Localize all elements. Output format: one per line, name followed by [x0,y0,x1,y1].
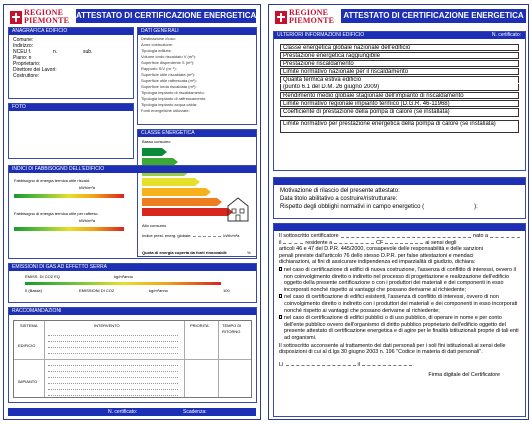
obblighi-label: Rispetto degli obblighi normativi in campo energetico ( [280,204,425,210]
place-field[interactable] [286,362,356,367]
dati-generali-item: Fonti energetiche utilizzate: [141,108,190,113]
recommendation-line[interactable] [48,377,178,378]
indice-globale-unit: kWh/m²a [223,233,240,238]
indice-globale-label: Indice prest. energ. globale: [142,233,192,238]
foto-header: FOTO [9,104,133,111]
dati-generali-header: DATI GENERALI [138,28,256,35]
recommendation-line[interactable] [48,335,178,336]
data-titolo-label: Data titolo abilitativo a costruire/ristrutturare: [280,196,398,202]
option1-checkbox[interactable] [279,267,282,271]
emiss-co2-eq-unit: kg/m²anno [114,274,133,279]
indici-fabbisogno-section [8,165,257,259]
renewable-label: Quota di energia coperta da fonti rinnovabili: [142,250,228,255]
signature-label: Firma digitale del Certificatore [428,372,500,379]
certificatore-name-field[interactable] [341,233,471,238]
option1-text: nel caso di certificazione di edifici di nuova costruzione, l'assenza di conflitto di interessi, ovvero il non coinvolgimento diretto o indiretto nel processo di progettazione e realizzazione dell'edificio oggetto della presente certificazione o con i produttori dei materiali e dei componenti in esso incorporati nonché rispetto ai vantaggi che possano derivarne al richiedente; [283,266,516,293]
birthdate-field[interactable] [283,240,303,245]
field-comune: Comune: [13,37,34,43]
regione-shield-icon-2 [275,11,287,24]
raccomandazioni-section [8,307,257,403]
emissioni-section [8,263,257,303]
info-row: (punto 6.1 del D.M. 26 giugno 2009) [280,84,519,91]
option2-text: nel caso di certificazione di edifici esistenti, l'assenza di conflitto di interessi, ovvero di non coinvolgimento diretto o indiretto con i produttori dei materiali e dei componenti in esso incorporati nonché rispetto ai vantaggi che possano derivarne al richiedente; [284,294,518,314]
cool-demand-label: Fabbisogno di energia termica utile per raffresc. [14,211,99,216]
recommendation-line[interactable] [48,347,178,348]
option3-checkbox[interactable] [279,315,282,319]
certificate-page-2 [268,4,529,420]
cool-demand-unit: kWh/m²a [79,218,95,223]
recommendation-line[interactable] [48,365,178,366]
recommendation-line[interactable] [48,371,178,372]
emissions-scale-max: 100 [223,288,230,293]
emissions-co2-unit: kg/m²anno [149,288,168,293]
field-piano: Piano: n [13,55,32,61]
dati-generali-item: Tipologia impianto acqua calda: [141,102,198,107]
info-row: Qualità termica estiva edificio [280,76,519,83]
col-priorita: PRIORITA' [190,323,210,328]
certificate-page-1 [3,4,261,420]
col-intervento: INTERVENTO [94,323,120,328]
recommendation-line[interactable] [48,383,178,384]
ulteriori-informazioni-section [273,31,526,171]
decl-certificatore: Il sottoscritto certificatore [279,233,339,239]
recommendation-line[interactable] [48,353,178,354]
recommendation-line[interactable] [48,395,178,396]
info-cert-label: N. certificato: [491,32,521,38]
recommendations-table [13,320,252,398]
regione-shield-icon [10,11,22,24]
emissions-co2-label: EMISSIONI DI CO2 [79,288,115,293]
building-icon [227,196,249,222]
date-field[interactable] [362,362,412,367]
residence-field[interactable] [334,240,374,245]
row-edificio: EDIFICIO [18,343,36,348]
footer-cert-label: N. certificato: [108,409,138,415]
motivazione-label: Motivazione di rilascio del presente attestato: [280,188,400,194]
dati-generali-section [137,27,257,125]
col-sistema: SISTEMA [20,323,38,328]
recommendation-line[interactable] [48,389,178,390]
col-tempo-ritorno: TEMPO DI RITORNO [222,323,242,334]
energy-class-band [142,148,167,156]
alto-consumo-label: Alto consumo [142,223,167,228]
dati-generali-item: Destinazione d'uso: [141,36,176,41]
info-row: Classe energetica globale nazionale dell'edificio [280,44,519,51]
recommendation-line[interactable] [48,341,178,342]
footer-scadenza-label: Scadenza: [183,409,207,415]
motivazione-section: Motivazione di rilascio del presente attestato: Data titolo abilitativo a costruire/ristrutturare: Rispetto degli obblighi normativi in campo energetico ( ): [273,177,526,219]
info-row: Prestazione energetica raggiungibile [280,52,519,59]
heat-demand-unit: kWh/m²a [79,185,95,190]
consent-text: Il sottoscritto acconsente al trattamento dei dati personali per i soli fini istituzionali ai sensi delle disposizioni di cui al d.lgs 30 giugno 2003 n. 196 "Codice in materia di dati personali". [279,342,506,356]
emiss-co2-eq-label: EMISS. DI CO2 EQ [25,274,60,279]
dati-generali-item: Superficie utile raffrescata (m²): [141,78,197,83]
field-proprietario: Proprietario: [13,61,41,67]
dati-generali-item: Rapporto S/V (m⁻¹): [141,66,177,71]
anagrafica-header: ANAGRAFICA EDIFICIO [9,28,133,35]
emissions-low-label: 0 (Basse) [25,288,43,293]
indici-header: INDICI DI FABBISOGNO DELL'EDIFICIO [9,166,256,173]
dati-generali-item: Volume lordo riscaldato V (m³): [141,54,196,59]
field-indirizzo: Indirizzo: [13,43,34,49]
dichiarazione-section: Il sottoscritto certificatore nato a il residente a CF ai sensi degli articoli 46 e 47 del D.P.R. 445/2000, consapevole delle responsabilità e delle sanzioni penali previste dall'articolo 76 dello stesso D.P.R. per false attestazioni e mendaci dichiarazioni, ai fini di assicurare indipendenza ed imparzialità di giudizio, dichiara: nel caso di certificazione di edifici di nuova costruzione, l'assenza di conflitto di interessi, ovvero il non coinvolgimento diretto o indiretto nel processo di progettazione e realizzazione dell'edificio oggetto della presente certificazione o con i produttori dei materiali e dei componenti in esso incorporati nonché rispetto ai vantaggi che possano derivarne al richiedente; nel caso di certificazione di edifici esistenti, l'assenza di conflitto di interessi, ovvero di non coinvolgimento diretto o indiretto con i produttori dei materiali e dei componenti in esso incorporati nonché rispetto ai vantaggi che possano derivarne al richiedente; nel caso di certificazione di edifici pubblici o di uso pubblico, di operare in nome e per conto dell'ente pubblico ovvero dell'organismo di diritto pubblico proprietario dell'edificio oggetto del presente attestato di certificazione energetica e di agire per le finalità istituzionali proprie di tali enti ad organismi. Il sottoscritto acconsente al trattamento dei dati personali per i soli fini istituzionali ai sensi delle disposizioni di cui al d.lgs 30 giugno 2003 n. 196 "Codice in materia di dati personali". Lì il Firma digitale del Certificatore [273,223,526,417]
info-header: ULTERIORI INFORMAZIONI EDIFICIO [277,32,365,38]
regione-piemonte-logo: REGIONE PIEMONTE [10,9,69,25]
birthplace-field[interactable] [490,233,520,238]
dati-generali-item: Tipologia impianto di raffrescamento: [141,96,207,101]
dati-generali-item: Tipologia impianto di riscaldamento: [141,90,205,95]
dati-generali-item: Superficie disperdente S (m²): [141,60,195,65]
info-row: Limite normativo nazionale per il riscaldamento [280,68,519,75]
raccomandazioni-header: RACCOMANDAZIONI [9,308,256,315]
heat-demand-bar [14,194,124,198]
heat-demand-label: Fabbisogno di energia termica utile riscald. [14,178,91,183]
page-title: ATTESTATO DI CERTIFICAZIONE ENERGETICA [76,9,256,23]
renewable-unit: % [247,250,251,255]
dati-generali-list [138,35,256,115]
basso-consumo-label: Basso consumo [142,139,171,144]
dati-generali-item: Superficie lorda riscaldata (m²): [141,84,197,89]
info-row: Coefficiente di prestazione della pompa di calore (se installata) [280,108,519,117]
option2-checkbox[interactable] [279,294,282,298]
anagrafica-section: ANAGRAFICA EDIFICIO Comune: Indirizzo: NCEU f. n. sub. Piano: n Proprietario: Direttore dei Lavori: Costruttore: [8,27,134,99]
field-nceu: NCEU f. [13,49,32,55]
option3-text: nel caso di certificazione di edifici pubblici o di uso pubblico, di operare in nome e per conto dell'ente pubblico ovvero dell'organismo di diritto pubblico proprietario dell'edificio oggetto del presente attestato di certificazione energetica e di agire per le finalità istituzionali proprie di tali enti ad organismi. [284,315,519,341]
cool-demand-bar [14,227,124,231]
regione-piemonte-logo-2: REGIONE PIEMONTE [275,9,334,25]
dati-generali-item: Tipologia edilizia: [141,48,172,53]
dati-generali-item: Anno costruzione: [141,42,174,47]
emissioni-header: EMISSIONI DI GAS AD EFFETTO SERRA [9,264,256,271]
info-row: Rendimento medio globale stagionale dell'impianto di riscaldamento [280,92,519,99]
emissions-bar [25,282,221,285]
field-direttore-lavori: Direttore dei Lavori: [13,67,57,73]
cf-field[interactable] [385,240,423,245]
dati-generali-item: Superficie utile riscaldata (m²): [141,72,196,77]
page1-footer [8,408,256,416]
info-row: Limite normativo regionale impianto termico (D.G.R. 46-11968) [280,100,519,107]
row-impianto: IMPIANTO [18,379,38,384]
foto-section [8,103,134,159]
page2-title: ATTESTATO DI CERTIFICAZIONE ENERGETICA [341,9,526,23]
field-costruttore: Costruttore: [13,73,40,79]
info-row: Limite normativo per prestazione energetica della pompa di calore (se installata) [280,120,519,133]
classe-energetica-header: CLASSE ENERGETICA [138,130,256,137]
info-row: Prestazione riscaldamento [280,60,519,67]
